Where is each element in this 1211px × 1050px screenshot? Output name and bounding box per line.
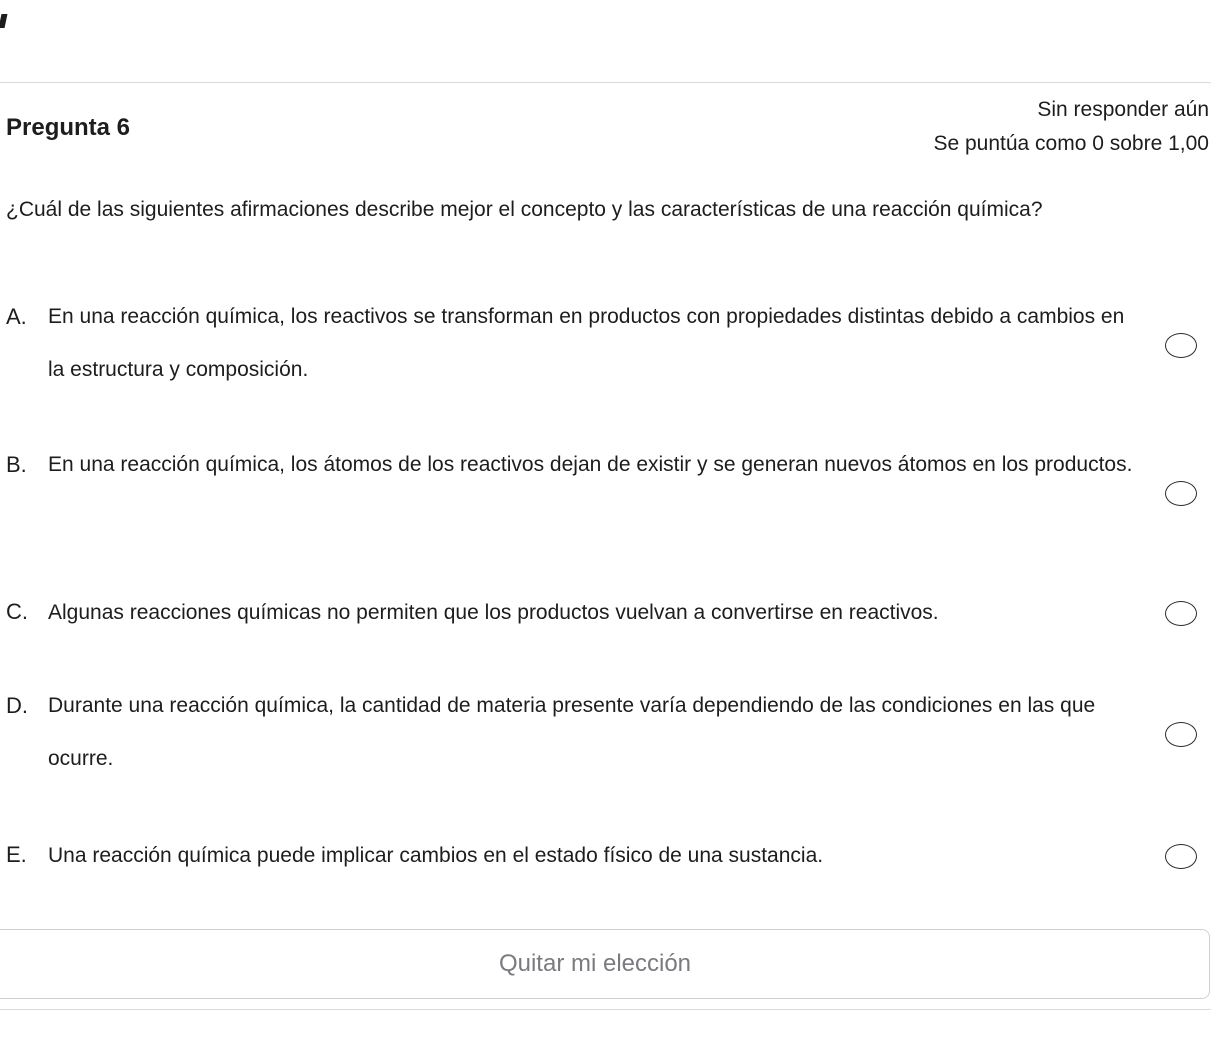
question-text: ¿Cuál de las siguientes afirmaciones describe mejor el concepto y las características de una reacción química?	[6, 198, 1043, 221]
answer-option-text[interactable]: Una reacción química puede implicar cambios en el estado físico de una sustancia.	[48, 844, 824, 867]
clear-choice-button[interactable]: Quitar mi elección	[0, 929, 1210, 999]
question-grade: Se puntúa como 0 sobre 1,00	[933, 132, 1209, 155]
page-corner-mark	[0, 14, 7, 28]
answer-option-letter: C.	[6, 599, 28, 624]
radio-button-e[interactable]	[1165, 844, 1197, 869]
answer-option-letter: A.	[6, 304, 27, 329]
radio-button-d[interactable]	[1165, 722, 1197, 747]
answer-option-text[interactable]: En una reacción química, los átomos de los reactivos dejan de existir y se generan nuevos átomos en los productos.	[48, 453, 1133, 476]
radio-button-c[interactable]	[1165, 601, 1197, 626]
question-title: Pregunta 6	[6, 114, 131, 141]
answer-option-letter: B.	[6, 452, 27, 477]
answer-option-letter: D.	[6, 693, 28, 718]
answer-option-text[interactable]: Algunas reacciones químicas no permiten que los productos vuelvan a convertirse en reactivos.	[48, 601, 939, 624]
answer-option-text[interactable]: En una reacción química, los reactivos se transforman en productos con propiedades distintas debido a cambios en la estructura y composición.	[48, 305, 1125, 381]
answer-option-text[interactable]: Durante una reacción química, la cantidad de materia presente varía dependiendo de las condiciones en las que ocurre.	[48, 694, 1096, 770]
answer-option-letter: E.	[6, 842, 27, 867]
question-status: Sin responder aún	[1037, 98, 1209, 121]
radio-button-b[interactable]	[1165, 481, 1197, 506]
radio-button-a[interactable]	[1165, 333, 1197, 358]
